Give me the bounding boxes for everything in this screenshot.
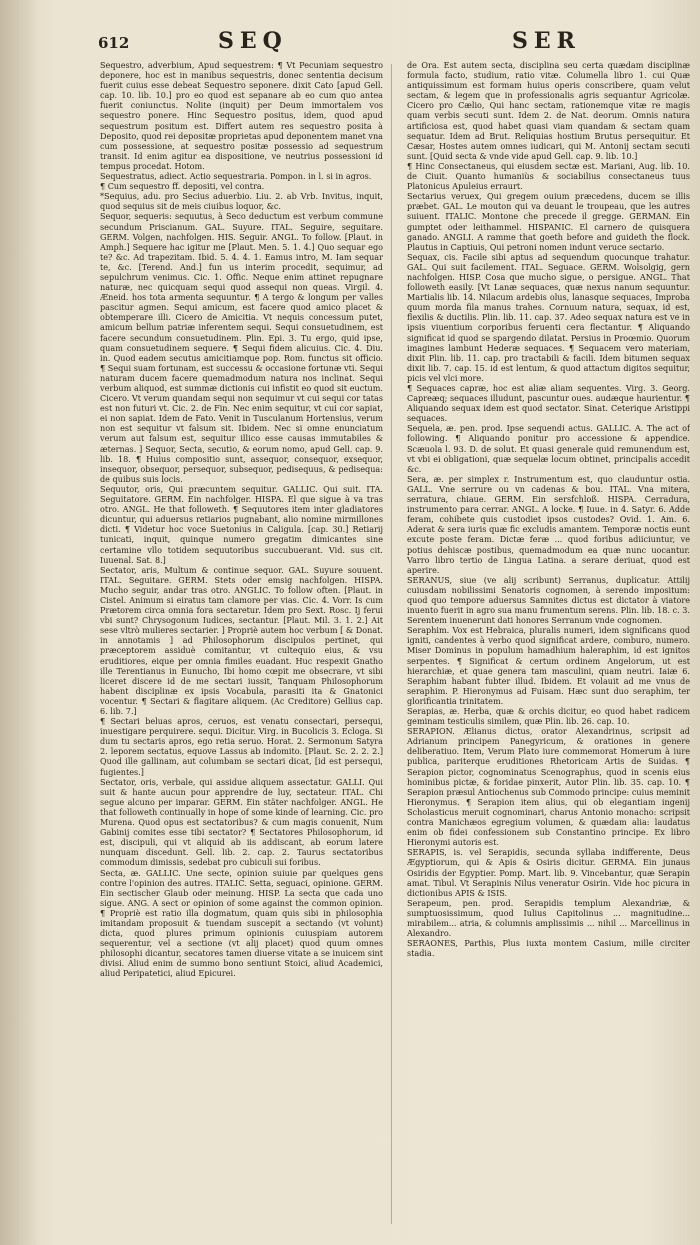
page-header	[0, 28, 700, 56]
dictionary-entry: Sectarius veruex, Qui gregem ouium præcedens, ducem se illis præbet. GAL. Le mouton qui va deuant le troupeau, que les autres suiuent. ITALIC. Montone che precede il gregge. GERMAN. Ein gumptet oder leithammel. HISPANIC. El carnero de quisquera ganado. ANGLI. A ramme that goeth before and guideth the flock. Plautus in Captiuis, Qui petroni nomen indunt veruce sectario.	[407, 191, 690, 252]
page-gutter-shadow	[0, 0, 40, 1245]
dictionary-entry: Serapeum, pen. prod. Serapidis templum Alexandriæ, & sumptuosissimum, quod Iulius Capitolinus ... magnitudine... mirabilem... atria, & columnis amplissimis ... nihil ... Marcellinus in Alexandro.	[407, 897, 690, 939]
dictionary-entry: SERAPIS, is. vel Serapidis, secunda syllaba indifferente, Deus Ægyptiorum, qui & Apis & Osiris dicitur. GERMA. Ein junaus Osiridis der Egyptier. Pomp. Mart. lib. 9. Vincebantur, quæ Serapin amat. Tibul. Vt Serapinis Nilus veneratur Osirin. Vide hoc picura in dictionibus APIS & ISIS.	[407, 847, 690, 898]
running-head-right: SER	[512, 28, 581, 54]
dictionary-entry: ¶ Sectari beluas apros, ceruos, est venatu consectari, persequi, inuestigare perquirere. sequi. Dicitur. Virg. in Bucolicis 3. Ecloga. Si dum tu sectaris apros, ego retia seruo. Horat. 2. Sermonum Satyra 2. leporem sectatus, equove Lassus ab indomito. [Plaut. Sc. 2. 2. 2.] Quod ille gallinam, aut columbam se sectari dicat, [id est persequi, fugientes.]	[100, 716, 383, 777]
dictionary-entry: Sequax, cis. Facile sibi aptus ad sequendum quocunque trahatur. GAL. Qui suit facilement. ITAL. Seguace. GERM. Wolsolgig, gern nachfolgen. HISP. Cosa que mucho sigue, o persigue. ANGL. That followeth easily. [Vt Lanæ sequaces, quæ nexus nanum sequuntur. Martialis lib. 14. Nilacum ardebis olus, lanasque sequaces, Improba quum morda fila manus trahes. Cornuum natura, sequax, id est, flexilis & ductilis. Plin. lib. 11. cap. 37. Adeo sequax natura est ve in ipsis viuentium corporibus feruenti cera flectantur. ¶ Aliquando significat id quod se spargendo dilatat. Persius in Proœmio. Quorum imagines lambunt Hederæ sequaces. ¶ Sequacem vero materiam, dixit Plin. lib. 11. cap. pro tractabili & facili. Idem bitumen sequax dixit lib. 7. cap. 15. id est lentum, & quod attactum digitos sequitur, picis vel vlci more.	[407, 251, 690, 383]
dictionary-entry: Sequor, sequeris: sequutus, à Seco deductum est verbum commune secundum Priscianum. GAL. Suyure. ITAL. Seguire, seguitare. GERM. Volgen, nachfolgen. HIS. Seguir. ANGL. To follow. [Plaut. in Amph.] Sequere hac igitur me [Plaut. Men. 5. 1. 4.] Quo sequar ego te? &c. Ad trapezitam. Ibid. 5. 4. 4. 1. Eamus intro, M. Iam sequar te, &c. [Terend. And.] fun us interim procedit, sequimur, ad sepulchrum venimus. Cic. 1. Offic. Neque enim attinet repugnare naturæ, nec quicquam sequi quod assequi non queas. Virgil. 4. Æneid. hos tota armenta sequuntur. ¶ A tergo & longum per valles pascitur agmen. Sequi amicum, est facere quod amico placet & obtemperare illi. Cicero de Amicitia. Vt nequis concessum putet, amicum bellum patriæ inferentem sequi. Sequi consuetudinem, est facere secundum consuetudinem. Plin. Epi. 3. Tu ergo, quid ipse, quam consuetudinem sequere. ¶ Sequi fidem alicuius. Cic. 4. Diu. in. Quod eadem secutus amicitiamque pop. Rom. functus sit officio. ¶ Sequi suam fortunam, est successu & occasione fortunæ vti. Sequi naturam ducem facere quemadmodum natura nos inclinat. Sequi verbum aliquod, est summæ dictionis cui infistit eo quod sit euctum. Cicero. Vt verum quandam sequi non sequimur vt cui sequi cor tatas est non futuri vt. Cic. 2. de Fin. Nec enim sequitur, vt cui cor sapiat, ei non sapiat. Idem de Fato. Venit in Tusculanum Hortensius, verum non est sequitur vt falsum sit. Ibidem. Nec si omne enunciatum verum aut falsum est, sequitur illico esse causas immutabiles & æternas. ] Sequor, Secta, secutio, & eorum nomo, apud Gell. cap. 9. lib. 18. ¶ Huius compositio sunt, assequor, consequor, exsequor, insequor, obsequor, persequor, subsequor, pedisequus, & pedisequa: de quibus suis locis.	[100, 211, 383, 484]
dictionary-entry: SERAPION. Ælianus dictus, orator Alexandrinus, scripsit ad Adrianum principem Panegyricum, & orationes in genere deliberatiuo. Item, Verum Plato iure commemorat Homerum à iure publica, pariterque eruditiones Rhetoricam Artis de Suidas. ¶ Serapion pictor, cognominatus Scenographus, quod in scenis eius hominibus pictæ, & foridae pinxerit, Autor Plin. lib. 35. cap. 10. ¶ Serapion præsul Antiochenus sub Commodo principe: cuius meminit Hieronymus. ¶ Serapion item alius, qui ob elegantiam ingenij Scholasticus meruit cognominari, charus Antonio monacho: scripsit contra Manichæos egregium volumen, & quædam alia: laudatus enim ob fidei confessionem sub Constantino principe. Ex libro Hieronymi autoris est.	[407, 726, 690, 848]
dictionary-entry: de Ora. Est autem secta, disciplina seu certa quædam disciplinæ formula facto, studium, ratio vitæ. Columella libro 1. cui Quæ antiquissimum est formam huius operis conscribere, quam velut sectam, & legem que in professionalis agris sequantur Agricolæ. Cicero pro Cælio, Qui hanc sectam, rationemque vitæ re magis quam verbis secuti sunt. Idem 2. de Nat. deorum. Omnis natura artificiosa est, quod habet quasi viam quandam & sectam quam sequatur. Idem ad Brut. Reliquias hostium Brutus persequitur. Et Cæsar, Hostes autem omnes iudicari, qui M. Antonij sectam secuti sunt. [Quid secta & vnde vide apud Gell. cap. 9. lib. 10.]	[407, 60, 690, 161]
dictionary-entry: ¶ Hinc Consectaneus, qui eiusdem sectæ est. Mariani, Aug. lib. 10. de Ciuit. Quanto humaniùs & sociabilius consectaneus tuus Platonicus Apuleius erraurt.	[407, 160, 690, 192]
column-divider	[391, 64, 392, 1224]
right-column	[407, 60, 690, 1230]
dictionary-entry: Sequestro, adverbium, Apud sequestrem: ¶ Vt Pecuniam sequestro deponere, hoc est in manibus sequestris, donec sententia decisum fuerit cuius esse debeat Sequestro seponere. dixit Cato [apud Gell. cap. 10. lib. 10.] pro eo quod est sepanare ab eo cum quo antea fuerit coniunctus. Nolite (inquit) per Deum immortalem vos sequestro ponere. Hinc Sequestro positus, idem, quod apud sequestrum positum est. Differt autem res sequestro posita à Deposito, quod rei depositæ proprietas apud deponentem manet vna cum possessione, at sequestro positæ possessio ad sequestrum transit. Id enim agitur ea dispositione, ve neutrius possessioni id tempus procedat. Hotom.	[100, 60, 383, 171]
left-column	[100, 60, 383, 1230]
dictionary-entry: Secta, æ. GALLIC. Une secte, opinion suiuie par quelques gens contre l'opinion des autres. ITALIC. Setta, seguaci, opinione. GERM. Ein sectischer Glaub oder meinung. HISP. La secta que cada uno sigue. ANG. A sect or opinion of some against the common opinion. ¶ Propriè est ratio illa dogmatum, quam quis sibi in philosophia imitandam proposuit & tuendam suscepit a sectando (vt volunt) dicta, quod plures primum opinionis cuiuspiam autorem sequerentur, vel a sectione (vt alij placet) quod quum omnes philosophi dicantur, secatores tamen diuerse vitate a se inuicem sint divisi. Aliud enim de summo bono sentiunt Stoici, aliud Academici, aliud Peripatetici, aliud Epicurei.	[100, 867, 383, 979]
dictionary-entry: *Sequius, adu. pro Secius aduerbio. Liu. 2. ab Vrb. Invitus, inquit, quod sequius sit de meis ciuibus loquor, &c.	[100, 191, 383, 212]
dictionary-entry: Sequela, æ. pen. prod. Ipse sequendi actus. GALLIC. A. The act of following. ¶ Aliquando ponitur pro accessione & appendice. Scæuola l. 93. D. de solut. Et quasi generale quid remunendum est, vt vbi ei obligationi, quæ sequelæ locum obtinet, principalis accedit &c.	[407, 423, 690, 474]
dictionary-entry: Seraphim. Vox est Hebraica, pluralis numeri, idem significans quod igniti, candentes à verbo quod significat ardere, comburo, numero. Miser Dominus in populum hamadhium haleraphim, id est ignitos serpentes. ¶ Significat & certum ordinem Angelorum, ut est hierarchiæ, et quae genera tam masculini, quam neutri. Iaiæ 6. Seraphim habant fubter illud. Ibidem. Et volauit ad me vnus de seraphim. P. Hieronymus ad Fuisam. Hæc sunt duo seraphim, ter glorificantia trinitatem.	[407, 625, 690, 706]
dictionary-entry: Sera, æ. per simplex r. Instrumentum est, quo clauduntur ostia. GALL. Vne serrure ou vn cadenas & bou. ITAL. Vna mitera, serratura, chiaue. GERM. Ein sersfchloß. HISPA. Cerradura, instrumento para cerrar. ANGL. A locke. ¶ Iuue. in 4. Satyr. 6. Adde feram, cohibete quis custodiet ipsos custodes? Ovid. 1. Am. 6. Aderat & sera iuris quæ fic excludis amantem. Temporæ noctis eunt excute poste feram. Dictæ feræ ... quod foribus adiiciuntur, ve potius dehiscæ postibus, quemadmodum ea quæ nunc uocantur. Varro libro tertio de Lingua Latina. a serare deriuat, quod est aperire.	[407, 473, 690, 575]
dictionary-entry: ¶ Sequaces capræ, hoc est aliæ aliam sequentes. Virg. 3. Georg. Capreæq; sequaces illudunt, pascuntur oues. audæque haurientur. ¶ Aliquando sequax idem est quod sectator. Sinat. Ceterique Aristippi sequaces.	[407, 383, 690, 424]
dictionary-entry: SERANUS, siue (ve alij scribunt) Serranus, duplicatur. Attilij cuiusdam nobilissimi Senatoris cognomen, à serendo impositum: quod quo tempore aduersus Samnites dictus est dictator à viatore inuento fuerit in agro sua manu frumentum serens. Plin. lib. 18. c. 3. Serentem inuenerunt dati honores Serranum vnde cognomen.	[407, 574, 690, 626]
dictionary-entry: Serapias, æ. Herba, quæ & orchis dicitur, eo quod habet radicem geminam testiculis similem, quæ Plin. lib. 26. cap. 10.	[407, 706, 690, 727]
dictionary-entry: SERAONES, Parthis, Plus iuxta montem Casium, mille circiter stadia.	[407, 938, 690, 959]
dictionary-entry: ¶ Cum sequestro ff. depositi, vel contra.	[100, 181, 265, 192]
page-number: 612	[98, 34, 130, 52]
dictionary-entry: Sectator, aris, Multum & continue sequor. GAL. Suyure souuent. ITAL. Seguitare. GERM. Stets oder emsig nachfolgen. HISPA. Mucho seguir, andar tras otro. ANGLIC. To follow often. [Plaut. in Cistel. Animum si eiratus tam clamore per vias. Cic. 4. Vorr. Is cum Prætorem circa omnia fora sectaretur. Idem pro Sext. Rosc. Ij ferui vbi sunt? Chrysogonum Iudices, sectantur. [Plaut. Mil. 3. 1. 2.] Ait sese vltrò mulieres sectarier. ] Propriè autem hoc verbum [ & Donat. in annotamis ] ad Philosophorum discipulos pertinet, qui præceptorem assiduè comitantur, vt cultequio eius, & vsu eruditiores, eique per omnia fimiles euadant. Huc respexit Gnatho ille Terentianus in Eunucho, Ibi homo cœpit me obsecrare, vt sibi liceret discere id de me sectari iussit, Tanquam Philosophorum habent disciplinæ ex ipsis Vocabula, parasiti ita & Gnatonici vocentur. ¶ Sectari & flagitare aliquem. (Ac Creditore) Gellius cap. 6. lib. 7.]	[100, 564, 383, 716]
dictionary-entry: Sequutor, oris, Qui præcuntem sequitur. GALLIC. Qui suit. ITA. Seguitatore. GERM. Ein nachfolger. HISPA. El que sigue à va tras otro. ANGL. He that followeth. ¶ Sequutores item inter gladiatores dicuntur, qui aduersus retiarios pugnabant, alio nomine mirmillones dicti. ¶ Videtur hoc voce Suetonius in Caligula. [cap. 30.] Retiarij tunicati, inquit, quinque numero gregatim dimicantes sine certamine vllo totidem sequutoribus succubuerant. Vid. sus cit. Iuuenal. Sat. 8.]	[100, 483, 383, 565]
dictionary-entry: Sectator, oris, verbale, qui assidue aliquem assectatur. GALLI. Qui suit & hante aucun pour apprendre de luy, sectateur. ITAL. Chi segue alcuno per imparar. GERM. Ein stäter nachfolger. ANGL. He that followeth continually in hope of some kinde of learning. Cic. pro Murena. Quod opus est sectatoribus? & cum magis conuenit, Num Gabinij comites esse tibi sectator? ¶ Sectatores Philosophorum, id est, discipuli, qui vt aliquid ab iis addiscant, ab eorum latere nunquam discedunt. Gell. lib. 2. cap. 2. Taurus sectatoribus commodum dimissis, sedebat pro cubiculi sui foribus.	[100, 776, 383, 868]
dictionary-entry: Sequestratus, adiect. Actio sequestraria. Pompon. in l. si in agros.	[100, 171, 372, 182]
running-head-left: SEQ	[218, 28, 288, 54]
